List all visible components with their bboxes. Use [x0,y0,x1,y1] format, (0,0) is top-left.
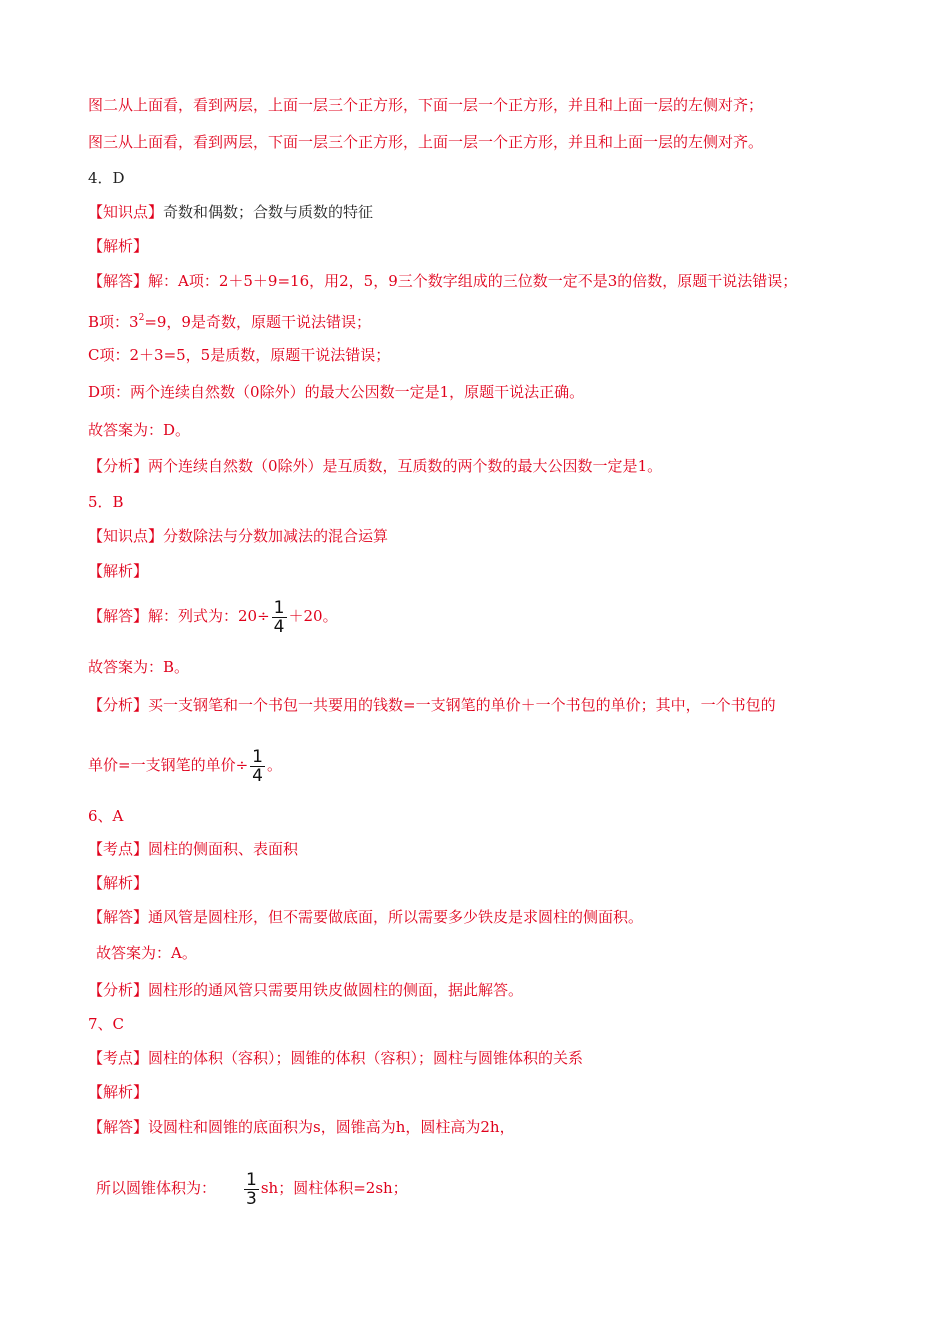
tag-label: 【解答】 [88,908,149,926]
knowledge-point-line [88,202,373,222]
solution-text: 设圆柱和圆锥的底面积为s，圆锥高为h，圆柱高为2h， [148,1118,515,1136]
question-number: 7、C [88,1015,125,1033]
analysis-text: 。 [266,756,282,774]
text-fragment: B项：3 [88,313,139,331]
text-line: 图三从上面看，看到两层，下面一层三个正方形，上面一层一个正方形，并且和上面一层的左侧对齐。 [88,133,764,151]
solution-text: ＋20。 [288,607,338,625]
solution-text: 解：列式为：20÷ [148,607,270,625]
exam-point-line [88,1048,583,1068]
answer-line: 故答案为：A。 [96,944,197,962]
solution-line [88,1117,515,1137]
text-line: D项：两个连续自然数（0除外）的最大公因数一定是1，原题干说法正确。 [88,383,585,401]
tag-label: 【知识点】 [88,203,164,221]
exam-point-text: 圆柱的体积（容积）；圆锥的体积（容积）；圆柱与圆锥体积的关系 [148,1049,584,1067]
question-number: 6、A [88,807,124,825]
analysis-tag: 【解析】 [88,1083,149,1101]
fraction-numerator: 1 [246,1169,257,1190]
question-number: 4．D [88,169,125,187]
analysis-line [88,980,523,1000]
tag-label: 【考点】 [88,840,149,858]
analysis-tag: 【解析】 [88,237,149,255]
solution-line [88,596,338,636]
tag-label: 【解答】 [88,272,149,290]
solution-text: 解：A项：2＋5＋9=16，用2，5，9三个数字组成的三位数一定不是3的倍数，原题干说法错误； [148,272,798,290]
fraction [244,1171,259,1208]
fraction-denominator: 4 [252,765,263,786]
fraction-denominator: 4 [273,616,285,637]
analysis-tag: 【解析】 [88,562,149,580]
tag-label: 【解答】 [88,607,149,625]
fraction [250,748,265,785]
solution-line [88,907,643,927]
knowledge-point-text: 奇数和偶数；合数与质数的特征 [163,203,374,221]
analysis-tag: 【解析】 [88,874,149,892]
analysis-text: 买一支钢笔和一个书包一共要用的钱数=一支钢笔的单价＋一个书包的单价；其中，一个书包的 [148,696,776,714]
solution-text: 通风管是圆柱形，但不需要做底面，所以需要多少铁皮是求圆柱的侧面积。 [148,908,644,926]
text-line: 图二从上面看，看到两层，上面一层三个正方形，下面一层一个正方形，并且和上面一层的左侧对齐； [88,96,764,114]
analysis-text: 单价=一支钢笔的单价÷ [88,756,249,774]
fraction-numerator: 1 [252,746,263,767]
solution-text: 所以圆锥体积为： [96,1179,217,1197]
tag-label: 【分析】 [88,457,149,475]
answer-line: 故答案为：D。 [88,421,191,439]
tag-label: 【考点】 [88,1049,149,1067]
exam-point-line [88,839,298,859]
analysis-text: 圆柱形的通风管只需要用铁皮做圆柱的侧面，据此解答。 [148,981,524,999]
solution-line [88,271,797,291]
answer-line: 故答案为：B。 [88,658,190,676]
analysis-line [88,456,662,476]
analysis-line [88,695,776,715]
text-fragment: =9，9是奇数，原题干说法错误； [144,313,371,331]
analysis-text: 两个连续自然数（0除外）是互质数，互质数的两个数的最大公因数一定是1。 [148,457,663,475]
fraction-numerator: 1 [273,597,285,618]
superscript: 2 [138,313,145,323]
fraction [272,599,287,636]
tag-label: 【分析】 [88,981,149,999]
tag-label: 【解答】 [88,1118,149,1136]
analysis-line [88,745,282,785]
text-line: C项：2＋3=5，5是质数，原题干说法错误； [88,346,391,364]
fraction-denominator: 3 [246,1188,257,1209]
tag-label: 【分析】 [88,696,149,714]
knowledge-point-text: 分数除法与分数加减法的混合运算 [163,527,389,545]
solution-text: sh；圆柱体积=2sh； [260,1179,408,1197]
solution-line [96,1168,408,1208]
exam-point-text: 圆柱的侧面积、表面积 [148,840,299,858]
knowledge-point-line [88,526,388,546]
question-number: 5．B [88,493,124,511]
tag-label: 【知识点】 [88,527,164,545]
text-line [88,308,371,332]
